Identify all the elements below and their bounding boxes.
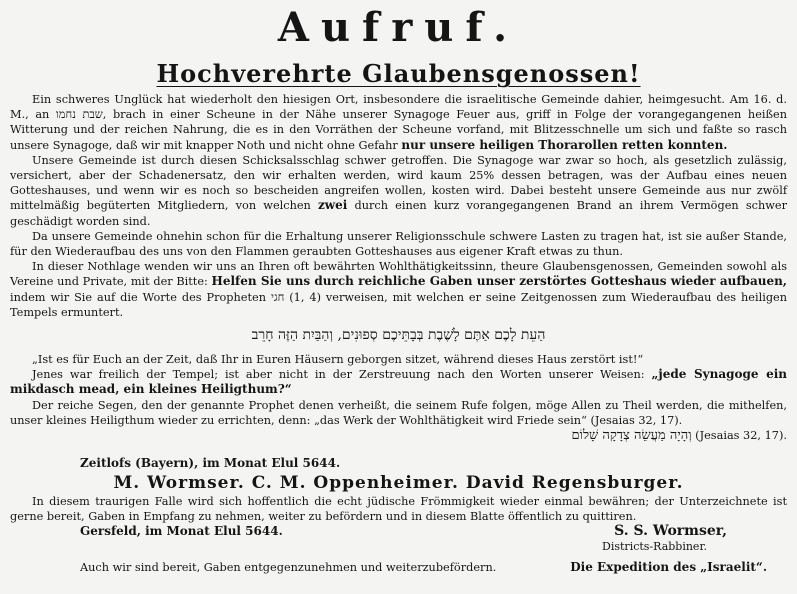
text-run: Jenes war freilich der Tempel; ist aber nicht in der Zerstreuung nach den Worten unserer Weisen: bbox=[32, 368, 652, 382]
text-run: Ein schweres Unglück hat wiederholt den hiesigen Ort, insbesondere die israelitische Gemeinde dahier, heimgesucht. Am 16. d. M., an bbox=[10, 93, 787, 122]
paragraph-blessing: Der reiche Segen, den der genannte Prophet denen verheißt, die seinem Rufe folgen, möge Allen zu Theil werden, die mithelfen, unser kleines Heiligthum wieder zu errichten, denn: „das Werk der Wohlthätigkeit wird Friede sein“ (Jesaias 32, 17). bbox=[10, 398, 787, 427]
hebrew-verse: הַעֵת לָכֶם אַתֶּם לָשֶׁבֶת בְּבָתֵּיכֶם סְפוּנִים, וְהַבַּיִת הַזֶּה חָרֵב bbox=[251, 327, 546, 344]
hebrew-isaiah: וְהָיָה מַעֲשֵׂה צְדָקָה שָׁלוֹם bbox=[571, 428, 692, 444]
paragraph-insurance bbox=[10, 153, 787, 229]
expedition-signature: Die Expedition des „Israelit“. bbox=[570, 560, 767, 575]
footer-text: Auch wir sind bereit, Gaben entgegenzunehmen und weiterzubefördern. bbox=[80, 561, 497, 575]
isaiah-reference: (Jesaias 32, 17). bbox=[695, 429, 787, 443]
spacer bbox=[10, 444, 787, 454]
bold-text-run: Helfen Sie uns durch reichliche Gaben unser zerstörtes Gotteshaus wieder aufbauen, bbox=[211, 274, 787, 289]
document-subtitle: Hochverehrte Glaubensgenossen! bbox=[156, 59, 641, 88]
footer-row bbox=[10, 560, 787, 575]
hebrew-word: חגי bbox=[270, 290, 285, 304]
bold-text-run: „jede Synagoge ein mikdasch mead, ein kleines Heiligthum?“ bbox=[10, 367, 787, 397]
text-run: indem wir Sie auf die Worte des Propheten bbox=[10, 290, 271, 304]
paragraph-synagogue bbox=[10, 367, 787, 397]
hebrew-isaiah-line bbox=[10, 428, 787, 444]
bold-text-run: nur unsere heiligen Thorarollen retten konnten. bbox=[401, 137, 728, 152]
place-date-gersfeld: Gersfeld, im Monat Elul 5644. bbox=[80, 524, 283, 539]
text-run: (1, 4) verweisen, mit welchen er seine Zeitgenossen zum Wiederaufbau des heiligen Tempels ermuntert. bbox=[10, 290, 788, 319]
hebrew-word: שבת נחמו bbox=[55, 108, 103, 122]
document-title: Aufruf. bbox=[277, 4, 520, 51]
bold-text-run: zwei bbox=[317, 198, 348, 213]
second-notice-text: In diesem traurigen Falle wird sich hoffentlich die echt jüdische Frömmigkeit wieder einmal bewähren; der Unterzeichnete ist gerne bereit, Gaben in Empfang zu nehmen, weiter zu befördern und in diesem Blatte öffentlich zu quittiren. bbox=[10, 495, 787, 524]
text-run: durch einen kurz vorangegangenen Brand an ihrem Vermögen schwer geschädigt worden sind. bbox=[10, 199, 787, 228]
rabbi-title-row bbox=[10, 539, 787, 554]
paragraph-burden: Da unsere Gemeinde ohnehin schon für die Erhaltung unserer Religionsschule schwere Lasten zu tragen hat, ist sie außer Stande, für den Wiederaufbau des uns von den Flammen geraubten Gotteshauses aus eigener Kraft etwas zu thun. bbox=[10, 229, 787, 259]
second-notice-signature-row bbox=[10, 524, 787, 539]
text-run: In dieser Nothlage wenden wir uns an Ihren oft bewährten Wohlthätigkeitssinn, theure Glaubensgenossen, Gemeinden sowohl als Vereine und Private, mit der Bitte: bbox=[10, 260, 787, 289]
verse-translation: „Ist es für Euch an der Zeit, daß Ihr in Euren Häusern geborgen sitzet, während dieses Haus zerstört ist!“ bbox=[32, 353, 644, 367]
rabbi-signature: S. S. Wormser, bbox=[614, 523, 727, 540]
rabbi-title: Districts-Rabbiner. bbox=[602, 540, 707, 554]
text-run: Unsere Gemeinde ist durch diesen Schicksalsschlag schwer getroffen. Die Synagoge war zwar so hoch, als gesetzlich zulässig, versichert, aber der Schadenersatz, den wir erhalten werden, wird kaum 25% dessen betragen, was der Aufbau eines neuen Gotteshauses, und wenn wir es noch so bescheiden angreifen wollen, kosten wird. Dabei besteht unsere Gemeinde aus nur zwölf mittelmäßig begüterten Mitgliedern, von welchen bbox=[10, 153, 787, 213]
paragraph-fire-report bbox=[10, 92, 787, 153]
paragraph-plea bbox=[10, 259, 787, 320]
place-date-zeitlofs: Zeitlofs (Bayern), im Monat Elul 5644. bbox=[80, 456, 341, 471]
signatories: M. Wormser. C. M. Oppenheimer. David Regensburger. bbox=[113, 473, 684, 494]
text-run: , brach in einer Scheune in der Nähe unserer Synagoge Feuer aus, griff in Folge der vorangegangenen heißen Witterung und der reichen Nahrung, die es in den Vorräthen der Scheune vorfand, mit Blitzesschnelle um sich und faßte so rasch unsere Synagoge, daß wir mit knapper Noth und nicht ohne Gefahr bbox=[10, 108, 787, 152]
